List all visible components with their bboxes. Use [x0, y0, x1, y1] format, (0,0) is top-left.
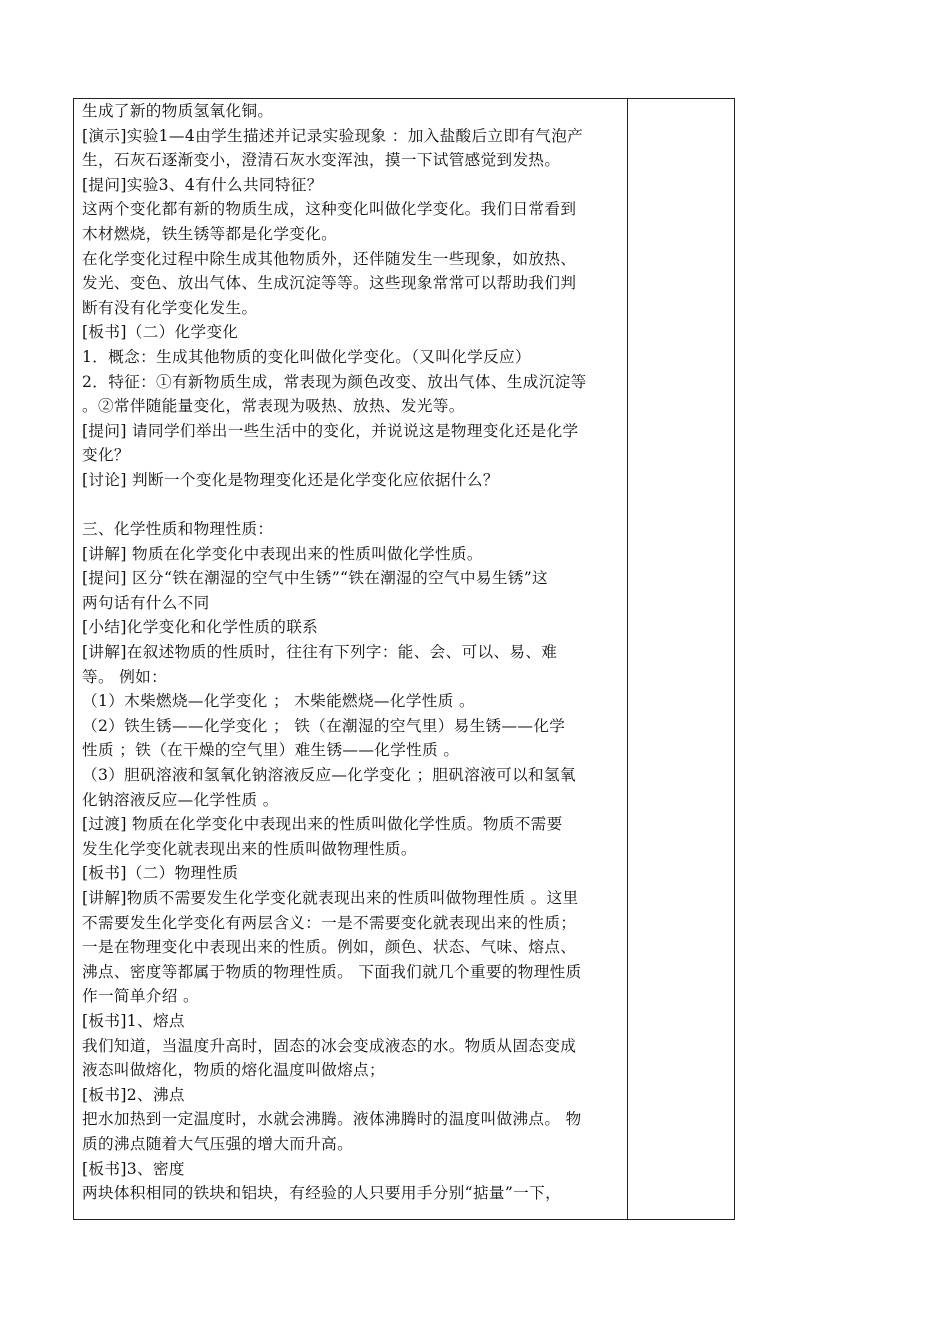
text-line: [过渡] 物质在化学变化中表现出来的性质叫做化学性质。物质不需要 [82, 815, 563, 834]
text-line: 发光、变色、放出气体、生成沉淀等等。这些现象常常可以帮助我们判 [82, 274, 577, 293]
blank-line [82, 493, 624, 518]
text-line: 生，石灰石逐渐变小，澄清石灰水变浑浊，摸一下试管感觉到发热。 [82, 151, 561, 170]
text-line: 2．特征：①有新物质生成，常表现为颜色改变、放出气体、生成沉淀等 [82, 372, 587, 391]
text-line: （3）胆矾溶液和氢氧化钠溶液反应—化学变化 ；胆矾溶液可以和氢氧 [82, 766, 576, 785]
text-line: [板书]3、密度 [82, 1159, 185, 1178]
text-line: 等。 例如： [82, 667, 168, 686]
lesson-table [73, 98, 735, 1220]
text-line: 发生化学变化就表现出来的性质叫做物理性质。 [82, 839, 417, 858]
text-line: 两句话有什么不同 [82, 593, 210, 612]
text-line: [提问] 区分“铁在潮湿的空气中生锈”“铁在潮湿的空气中易生锈”这 [82, 569, 548, 588]
text-line: 不需要发生化学变化有两层含义：一是不需要变化就表现出来的性质； [82, 913, 577, 932]
text-line: 断有没有化学变化发生。 [82, 298, 258, 317]
text-line: 生成了新的物质氢氧化铜。 [82, 102, 274, 120]
text-line: 在化学变化过程中除生成其他物质外，还伴随发生一些现象，如放热、 [82, 249, 577, 268]
text-line: [提问]实验3、4有什么共同特征？ [82, 175, 323, 194]
text-line: 性质 ；铁（在干燥的空气里）难生锈——化学性质 。 [82, 741, 460, 760]
text-line: （2）铁生锈——化学变化 ； 铁（在潮湿的空气里）易生锈——化学 [82, 716, 566, 735]
text-line: 质的沸点随着大气压强的增大而升高。 [82, 1134, 354, 1153]
text-line: [提问] 请同学们举出一些生活中的变化，并说说这是物理变化还是化学 [82, 421, 579, 440]
text-line: [讲解] 物质在化学变化中表现出来的性质叫做化学性质。 [82, 544, 483, 563]
text-line: （1）木柴燃烧—化学变化 ； 木柴能燃烧—化学性质 。 [82, 692, 475, 711]
text-line: 液态叫做熔化，物质的熔化温度叫做熔点； [82, 1061, 385, 1080]
text-line: 化钠溶液反应—化学性质 。 [82, 790, 279, 809]
text-line: 。②常伴随能量变化，常表现为吸热、放热、发光等。 [82, 397, 465, 416]
text-line: [板书]（二）物理性质 [82, 864, 239, 883]
text-line: 沸点、密度等都属于物质的物理性质。 下面我们就几个重要的物理性质 [82, 962, 582, 981]
text-line: 一是在物理变化中表现出来的性质。例如，颜色、状态、气味、熔点、 [82, 938, 577, 957]
text-line: 木材燃烧，铁生锈等都是化学变化。 [82, 224, 338, 243]
text-line: [讲解]在叙述物质的性质时，往往有下列字：能、会、可以、易、难 [82, 643, 558, 662]
text-line: [板书]1、熔点 [82, 1011, 185, 1030]
text-line: 把水加热到一定温度时，水就会沸腾。液体沸腾时的温度叫做沸点。 物 [82, 1110, 582, 1129]
text-line: [小结]化学变化和化学性质的联系 [82, 618, 319, 637]
text-line: 我们知道，当温度升高时，固态的冰会变成液态的水。物质从固态变成 [82, 1036, 577, 1055]
lesson-content-cell [82, 99, 624, 1219]
column-divider [627, 99, 628, 1219]
text-line: [讲解]物质不需要发生化学变化就表现出来的性质叫做物理性质 。这里 [82, 889, 579, 907]
text-line: 1．概念：生成其他物质的变化叫做化学变化。（又叫化学反应） [82, 347, 531, 366]
notes-column-cell [629, 99, 734, 1219]
text-line: [演示]实验1—4由学生描述并记录实验现象 ：加入盐酸后立即有气泡产 [82, 126, 584, 145]
text-line: [板书]2、沸点 [82, 1085, 185, 1104]
text-line: 变化？ [82, 446, 130, 465]
text-line: [讨论] 判断一个变化是物理变化还是化学变化应依据什么？ [82, 470, 499, 489]
section-heading: 三、化学性质和物理性质： [82, 520, 274, 539]
text-line: 作一简单介绍 。 [82, 987, 199, 1006]
text-line: 这两个变化都有新的物质生成，这种变化叫做化学变化。我们日常看到 [82, 200, 577, 219]
text-line: [板书]（二）化学变化 [82, 323, 239, 342]
text-line: 两块体积相同的铁块和铝块，有经验的人只要用手分别“掂量”一下， [82, 1184, 562, 1203]
